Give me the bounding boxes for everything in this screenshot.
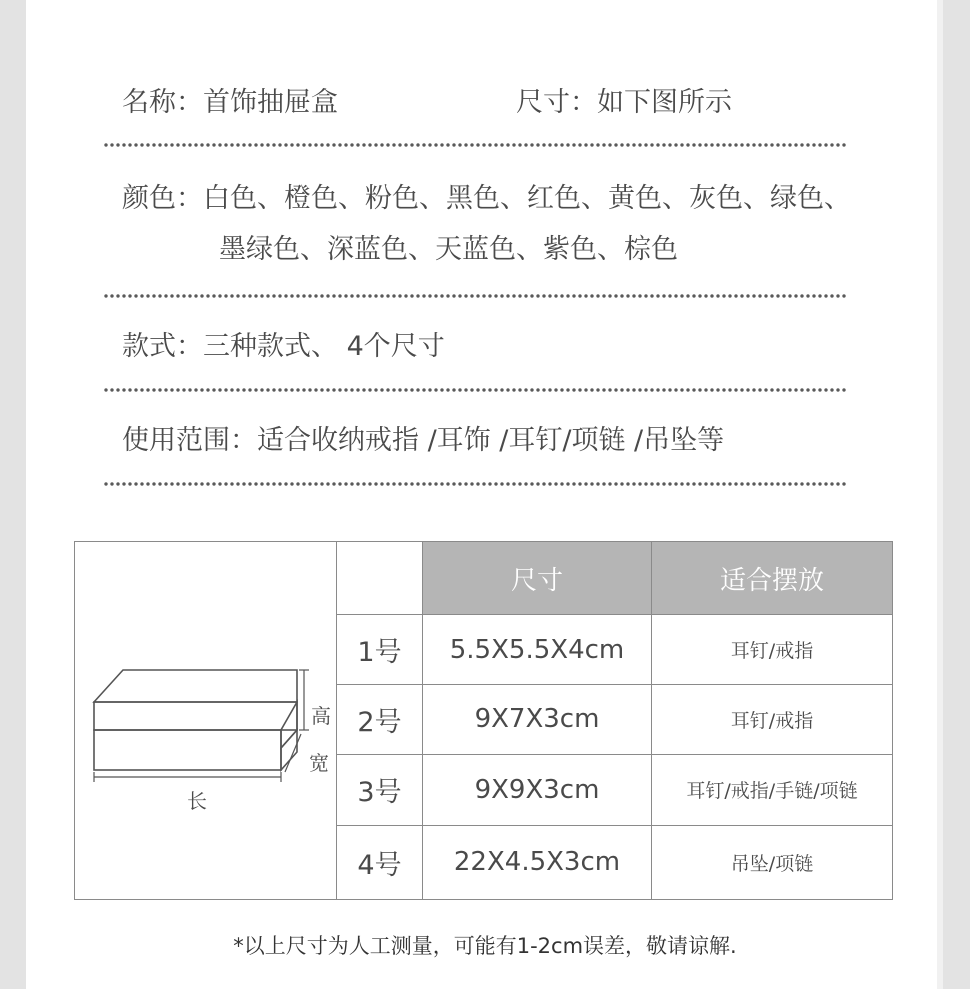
- usage-row: [122, 416, 724, 466]
- row-fit: 耳钉/戒指: [652, 685, 893, 754]
- box-diagram-cell: [75, 542, 337, 900]
- dotted-divider: [103, 482, 848, 486]
- measurement-note: *以上尺寸为人工测量，可能有1-2cm误差，敬请谅解.: [233, 934, 737, 958]
- row-fit: 耳钉/戒指/手链/项链: [652, 754, 893, 825]
- style-value: 三种款式、 4个尺寸: [203, 331, 445, 362]
- color-label: 颜色：: [122, 183, 203, 214]
- table-header-blank: [337, 542, 423, 615]
- table-header-row: [75, 542, 893, 615]
- name-label: 名称：: [122, 87, 203, 118]
- row-size: 9X9X3cm: [423, 754, 652, 825]
- dotted-divider: [103, 143, 848, 147]
- style-row: [122, 322, 445, 372]
- page-edge: [937, 0, 943, 989]
- row-size: 5.5X5.5X4cm: [423, 615, 652, 685]
- row-size: 9X7X3cm: [423, 685, 652, 754]
- color-row: [122, 174, 851, 224]
- width-label: 宽: [309, 751, 329, 775]
- height-label: 高: [311, 704, 331, 728]
- box-diagram: [75, 542, 337, 899]
- length-label: 长: [187, 789, 207, 813]
- size-value: 如下图所示: [597, 87, 732, 118]
- row-number: 2号: [337, 685, 423, 754]
- table-header-fit: 适合摆放: [652, 542, 893, 615]
- color-row-2: [219, 225, 678, 275]
- row-number: 1号: [337, 615, 423, 685]
- row-size: 22X4.5X3cm: [423, 825, 652, 899]
- dotted-divider: [103, 294, 848, 298]
- size-row: [516, 78, 732, 128]
- table-header-size: 尺寸: [423, 542, 652, 615]
- row-number: 4号: [337, 825, 423, 899]
- dotted-divider: [103, 388, 848, 392]
- usage-value: 适合收纳戒指 /耳饰 /耳钉/项链 /吊坠等: [257, 425, 725, 456]
- row-fit: 吊坠/项链: [652, 825, 893, 899]
- row-fit: 耳钉/戒指: [652, 615, 893, 685]
- usage-label: 使用范围：: [122, 425, 257, 456]
- color-line-2: 墨绿色、深蓝色、天蓝色、紫色、棕色: [219, 234, 678, 265]
- size-label: 尺寸：: [516, 87, 597, 118]
- size-table: [74, 541, 893, 900]
- name-value: 首饰抽屉盒: [203, 87, 338, 118]
- row-number: 3号: [337, 754, 423, 825]
- name-row: [122, 78, 338, 128]
- style-label: 款式：: [122, 331, 203, 362]
- color-line-1: 白色、橙色、粉色、黑色、红色、黄色、灰色、绿色、: [203, 183, 851, 214]
